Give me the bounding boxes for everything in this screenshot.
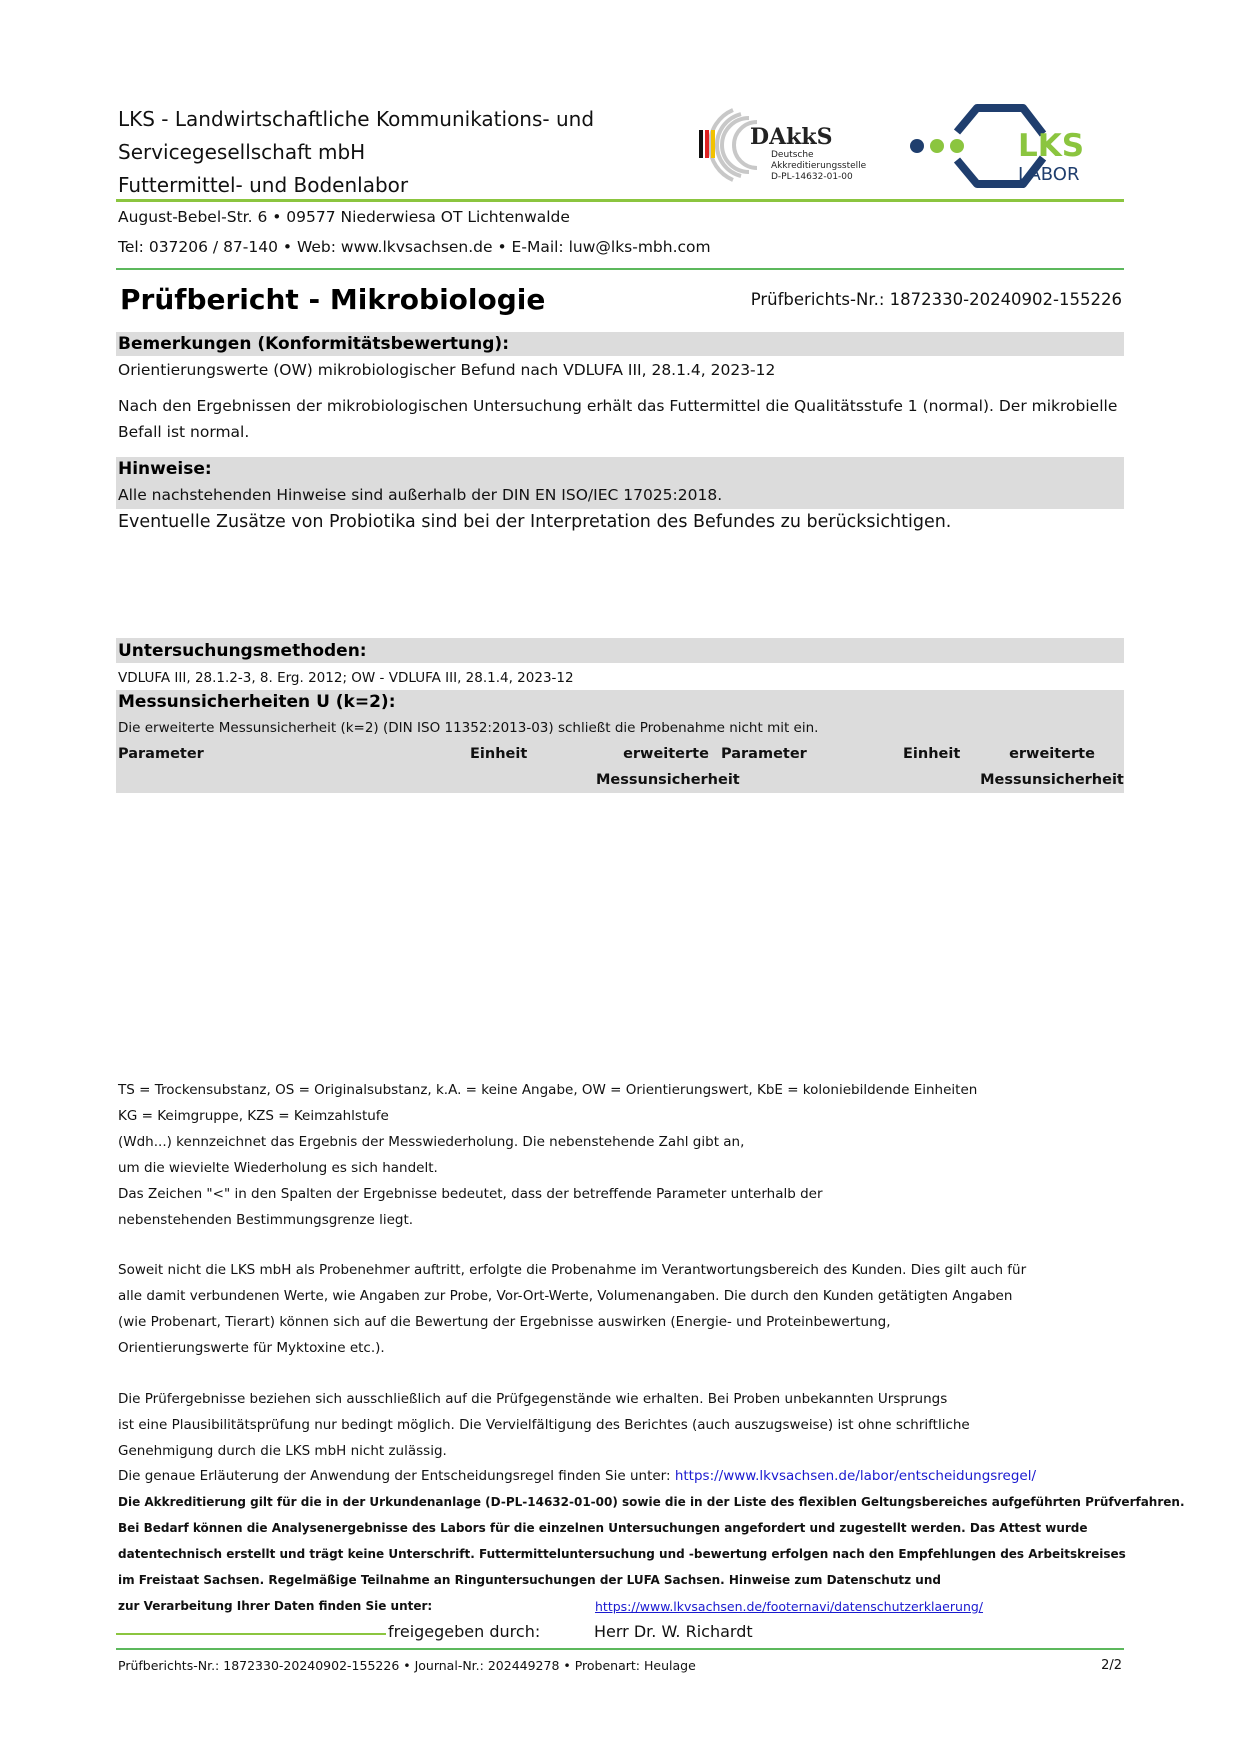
col-ext-1a: erweiterte (623, 746, 709, 762)
footnote-keimgruppe: KG = Keimgruppe, KZS = Keimzahlstufe (118, 1108, 389, 1124)
notes-heading: Hinweise: (118, 459, 212, 479)
accreditation-note: Die Akkreditierung gilt für die in der Urkundenanlage (D-PL-14632-01-00) sowie die in der Liste des flexiblen Geltungsbereiches aufgeführten Prüfverfahren. (118, 1495, 1185, 1509)
dakks-logo (693, 100, 883, 190)
decision-rule-line (118, 1468, 1036, 1484)
methods-heading: Untersuchungsmethoden: (118, 641, 367, 661)
dakks-word: DAkkS (750, 124, 833, 150)
remarks-paragraph-line1: Nach den Ergebnissen der mikrobiologischen Untersuchung erhält das Futtermittel die Qualitätsstufe 1 (normal). Der mikrobielle (118, 397, 1118, 415)
remarks-heading: Bemerkungen (Konformitätsbewertung): (118, 334, 509, 354)
signatory-name: Herr Dr. W. Richardt (594, 1622, 753, 1641)
lks-logo-sub: LABOR (1018, 164, 1080, 185)
report-number: Prüfberichts-Nr.: 1872330-20240902-155226 (750, 290, 1122, 309)
bold-note-5: zur Verarbeitung Ihrer Daten finden Sie unter: (118, 1599, 433, 1613)
header-rule-top (116, 199, 1124, 202)
dakks-line1: Deutsche (771, 150, 814, 160)
signature-line (116, 1633, 386, 1635)
footnote-less-than-1: Das Zeichen "<" in den Spalten der Ergebnisse bedeutet, dass der betreffende Parameter unterhalb der (118, 1186, 823, 1202)
released-by-label: freigegeben durch: (388, 1622, 541, 1641)
col-ext-1b: Messunsicherheit (596, 772, 740, 788)
remarks-line: Orientierungswerte (OW) mikrobiologischer Befund nach VDLUFA III, 28.1.4, 2023-12 (118, 361, 776, 379)
decision-rule-link[interactable]: https://www.lkvsachsen.de/labor/entscheidungsregel/ (674, 1468, 1037, 1484)
results-note-3: Genehmigung durch die LKS mbH nicht zulässig. (118, 1443, 447, 1459)
dakks-line3: D-PL-14632-01-00 (771, 172, 853, 182)
footer-rule (116, 1648, 1124, 1650)
col-ext-2b: Messunsicherheit (980, 772, 1124, 788)
bold-note-2: Bei Bedarf können die Analysenergebnisse des Labors für die einzelnen Untersuchungen angefordert und zugestellt werden. Das Attest wurde (118, 1521, 1088, 1535)
bold-note-3: datentechnisch erstellt und trägt keine Unterschrift. Futtermitteluntersuchung und -bewertung erfolgen nach den Empfehlungen des Arbeitskreises (118, 1547, 1126, 1561)
notes-line1: Alle nachstehenden Hinweise sind außerhalb der DIN EN ISO/IEC 17025:2018. (118, 486, 723, 504)
privacy-link[interactable]: https://www.lkvsachsen.de/footernavi/datenschutzerklaerung/ (595, 1599, 984, 1614)
uncertainty-note: Die erweiterte Messunsicherheit (k=2) (DIN ISO 11352:2013-03) schließt die Probenahme nicht mit ein. (118, 720, 819, 736)
footer-report-info: Prüfberichts-Nr.: 1872330-20240902-155226 • Journal-Nr.: 202449278 • Probenart: Heulage (118, 1658, 696, 1673)
page-number: 2/2 (1101, 1658, 1122, 1673)
sampling-note-1: Soweit nicht die LKS mbH als Probenehmer auftritt, erfolgte die Probenahme im Verantwortungsbereich des Kunden. Dies gilt auch für (118, 1262, 1027, 1278)
lks-logo-word: LKS (1018, 128, 1085, 164)
notes-header (116, 457, 1124, 509)
methods-line: VDLUFA III, 28.1.2-3, 8. Erg. 2012; OW - VDLUFA III, 28.1.4, 2023-12 (118, 670, 574, 686)
decision-rule-text: Die genaue Erläuterung der Anwendung der Entscheidungsregel finden Sie unter: (118, 1468, 675, 1484)
address-line: August-Bebel-Str. 6 • 09577 Niederwiesa OT Lichtenwalde (118, 208, 570, 226)
remarks-paragraph-line2: Befall ist normal. (118, 423, 250, 441)
header-rule-bottom (116, 268, 1124, 270)
page-title: Prüfbericht - Mikrobiologie (120, 283, 546, 316)
methods-header (116, 638, 1124, 663)
sampling-note-2: alle damit verbundenen Werte, wie Angaben zur Probe, Vor-Ort-Werte, Volumenangaben. Die durch den Kunden getätigten Angaben (118, 1288, 1013, 1304)
results-note-2: ist eine Plausibilitätsprüfung nur bedingt möglich. Die Vervielfältigung des Berichtes (auch auszugsweise) ist ohne schriftliche (118, 1417, 970, 1433)
results-note-1: Die Prüfergebnisse beziehen sich ausschließlich auf die Prüfgegenstände wie erhalten. Bei Proben unbekannten Ursprungs (118, 1391, 948, 1407)
footnote-wdh-1: (Wdh...) kennzeichnet das Ergebnis der Messwiederholung. Die nebenstehende Zahl gibt an, (118, 1134, 745, 1150)
footnote-abbreviations: TS = Trockensubstanz, OS = Originalsubstanz, k.A. = keine Angabe, OW = Orientierungswert, KbE = koloniebildende Einheiten (118, 1082, 978, 1098)
company-name-line3: Futtermittel- und Bodenlabor (118, 173, 409, 197)
col-unit-1: Einheit (470, 746, 528, 762)
col-unit-2: Einheit (903, 746, 961, 762)
footnote-less-than-2: nebenstehenden Bestimmungsgrenze liegt. (118, 1212, 414, 1228)
uncertainty-block (116, 690, 1124, 793)
dakks-line2: Akkreditierungsstelle (771, 161, 867, 171)
col-ext-2a: erweiterte (1009, 746, 1095, 762)
footnote-wdh-2: um die wievielte Wiederholung es sich handelt. (118, 1160, 438, 1176)
lks-labor-logo (905, 104, 1115, 190)
contact-line: Tel: 037206 / 87-140 • Web: www.lkvsachsen.de • E-Mail: luw@lks-mbh.com (118, 238, 711, 256)
sampling-note-4: Orientierungswerte für Myktoxine etc.). (118, 1340, 385, 1356)
col-parameter-1: Parameter (118, 746, 204, 762)
sampling-note-3: (wie Probenart, Tierart) können sich auf die Bewertung der Ergebnisse auswirken (Energie- und Proteinbewertung, (118, 1314, 891, 1330)
uncertainty-heading: Messunsicherheiten U (k=2): (118, 692, 396, 712)
company-name-line2: Servicegesellschaft mbH (118, 140, 366, 164)
notes-line2: Eventuelle Zusätze von Probiotika sind bei der Interpretation des Befundes zu berücksichtigen. (118, 512, 952, 532)
company-name-line1: LKS - Landwirtschaftliche Kommunikations- und (118, 107, 595, 131)
remarks-header (116, 332, 1124, 356)
col-parameter-2: Parameter (721, 746, 807, 762)
bold-note-4: im Freistaat Sachsen. Regelmäßige Teilnahme an Ringuntersuchungen der LUFA Sachsen. Hinweise zum Datenschutz und (118, 1573, 941, 1587)
